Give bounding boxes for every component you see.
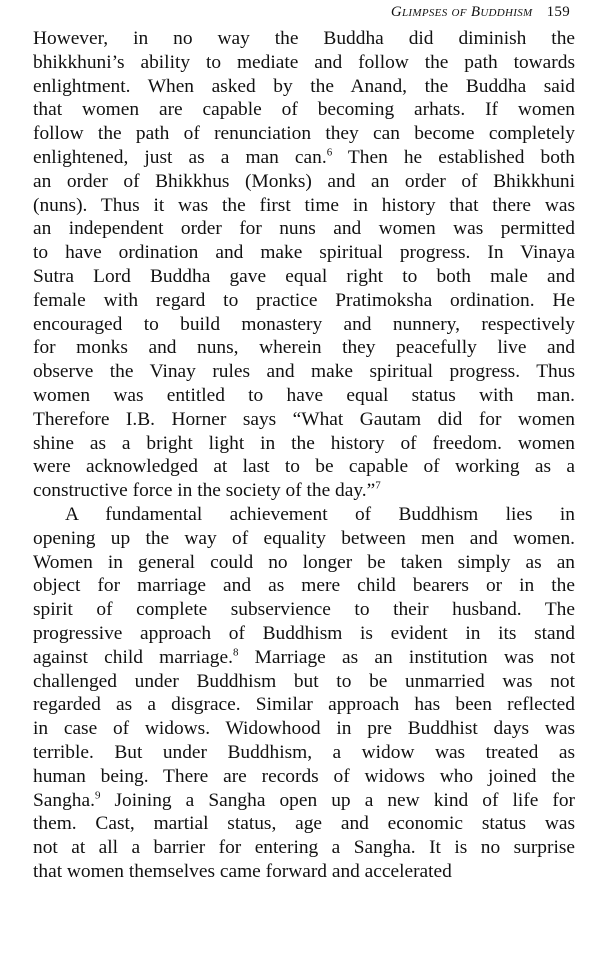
body-text	[33, 27, 575, 884]
text-line	[33, 360, 575, 384]
line-text: Then he established both	[332, 146, 575, 168]
text-line	[33, 860, 575, 884]
line-text: were acknowledged at last to be capable of working as a	[33, 456, 575, 478]
text-line	[33, 693, 575, 717]
line-text: them. Cast, martial status, age and economic status was	[33, 813, 575, 835]
line-text: follow the path of renunciation they can become completely	[33, 123, 575, 145]
text-line	[33, 432, 575, 456]
line-text: an order of Bhikkhus (Monks) and an order of Bhikkhuni	[33, 170, 575, 192]
text-line	[33, 789, 575, 813]
line-text: spirit of complete subservience to their husband. The	[33, 599, 575, 621]
line-text: an independent order for nuns and women was permitted	[33, 218, 575, 240]
text-line	[33, 289, 575, 313]
text-line	[33, 122, 575, 146]
text-line	[33, 408, 575, 432]
text-line	[33, 146, 575, 170]
text-line	[33, 527, 575, 551]
line-text: female with regard to practice Pratimoksha ordination. He	[33, 289, 575, 311]
line-text: for monks and nuns, wherein they peacefully live and	[33, 337, 575, 359]
text-line	[33, 741, 575, 765]
text-line	[33, 98, 575, 122]
text-line	[33, 27, 575, 51]
footnote-marker: 6	[326, 146, 333, 159]
page-number: 159	[546, 4, 570, 20]
text-line	[33, 765, 575, 789]
line-text: challenged under Buddhism but to be unmarried was not	[33, 670, 575, 692]
line-text: that women are capable of becoming arhats. If women	[33, 99, 575, 121]
text-line	[33, 836, 575, 860]
text-line	[33, 670, 575, 694]
line-text: that women themselves came forward and accelerated	[33, 860, 452, 882]
paragraph	[33, 27, 575, 503]
text-line	[33, 503, 575, 527]
line-text: regarded as a disgrace. Similar approach has been reflected	[33, 694, 575, 716]
footnote-marker: 7	[375, 479, 381, 492]
text-line	[33, 384, 575, 408]
line-text: However, in no way the Buddha did diminish the	[33, 28, 575, 49]
line-text: to have ordination and make spiritual progress. In Vinaya	[33, 242, 575, 264]
line-text: A fundamental achievement of Buddhism lies in	[65, 503, 575, 525]
line-text: Joining a Sangha open up a new kind of life for	[100, 789, 575, 811]
line-text: in case of widows. Widowhood in pre Buddhist days was	[33, 718, 575, 740]
line-text: progressive approach of Buddhism is evident in its stand	[33, 622, 575, 644]
text-line	[33, 622, 575, 646]
text-line	[33, 265, 575, 289]
running-title: Glimpses of Buddhism	[390, 4, 533, 20]
line-text: enlightment. When asked by the Anand, the Buddha said	[33, 75, 575, 97]
text-line	[33, 170, 575, 194]
line-text: Sutra Lord Buddha gave equal right to both male and	[33, 265, 575, 287]
line-text: constructive force in the society of the day.”	[33, 480, 376, 502]
line-text: opening up the way of equality between men and women.	[33, 527, 575, 549]
text-line	[33, 194, 575, 218]
text-line	[33, 646, 575, 670]
line-text: human being. There are records of widows who joined the	[33, 765, 575, 787]
line-text: (nuns). Thus it was the first time in history that there was	[33, 194, 575, 216]
line-text: against child marriage.	[33, 646, 233, 668]
line-text: Marriage as an institution was not	[238, 646, 575, 668]
line-text: encouraged to build monastery and nunnery, respectively	[33, 313, 575, 335]
line-text: Sangha.	[33, 789, 95, 811]
footnote-marker: 8	[232, 646, 239, 659]
text-line	[33, 75, 575, 99]
text-line	[33, 717, 575, 741]
line-text: enlightened, just as a man can.	[33, 146, 327, 168]
line-text: shine as a bright light in the history of freedom. women	[33, 432, 575, 454]
text-line	[33, 812, 575, 836]
text-line	[33, 336, 575, 360]
text-line	[33, 551, 575, 575]
line-text: bhikkhuni’s ability to mediate and follow the path towards	[33, 51, 575, 73]
running-head	[391, 4, 570, 21]
text-line	[33, 241, 575, 265]
text-line	[33, 598, 575, 622]
text-line	[33, 479, 575, 503]
line-text: women was entitled to have equal status with man.	[33, 384, 575, 406]
text-line	[33, 455, 575, 479]
line-text: Women in general could no longer be taken simply as an	[33, 551, 575, 573]
line-text: terrible. But under Buddhism, a widow was treated as	[33, 741, 575, 763]
line-text: observe the Vinay rules and make spiritual progress. Thus	[33, 361, 575, 383]
line-text: object for marriage and as mere child bearers or in the	[33, 575, 575, 597]
text-line	[33, 313, 575, 337]
line-text: Therefore I.B. Horner says “What Gautam did for women	[33, 408, 575, 430]
line-text: not at all a barrier for entering a Sangha. It is no surprise	[33, 837, 575, 859]
footnote-marker: 9	[94, 789, 101, 802]
text-line	[33, 217, 575, 241]
text-line	[33, 51, 575, 75]
paragraph	[33, 503, 575, 884]
text-line	[33, 574, 575, 598]
